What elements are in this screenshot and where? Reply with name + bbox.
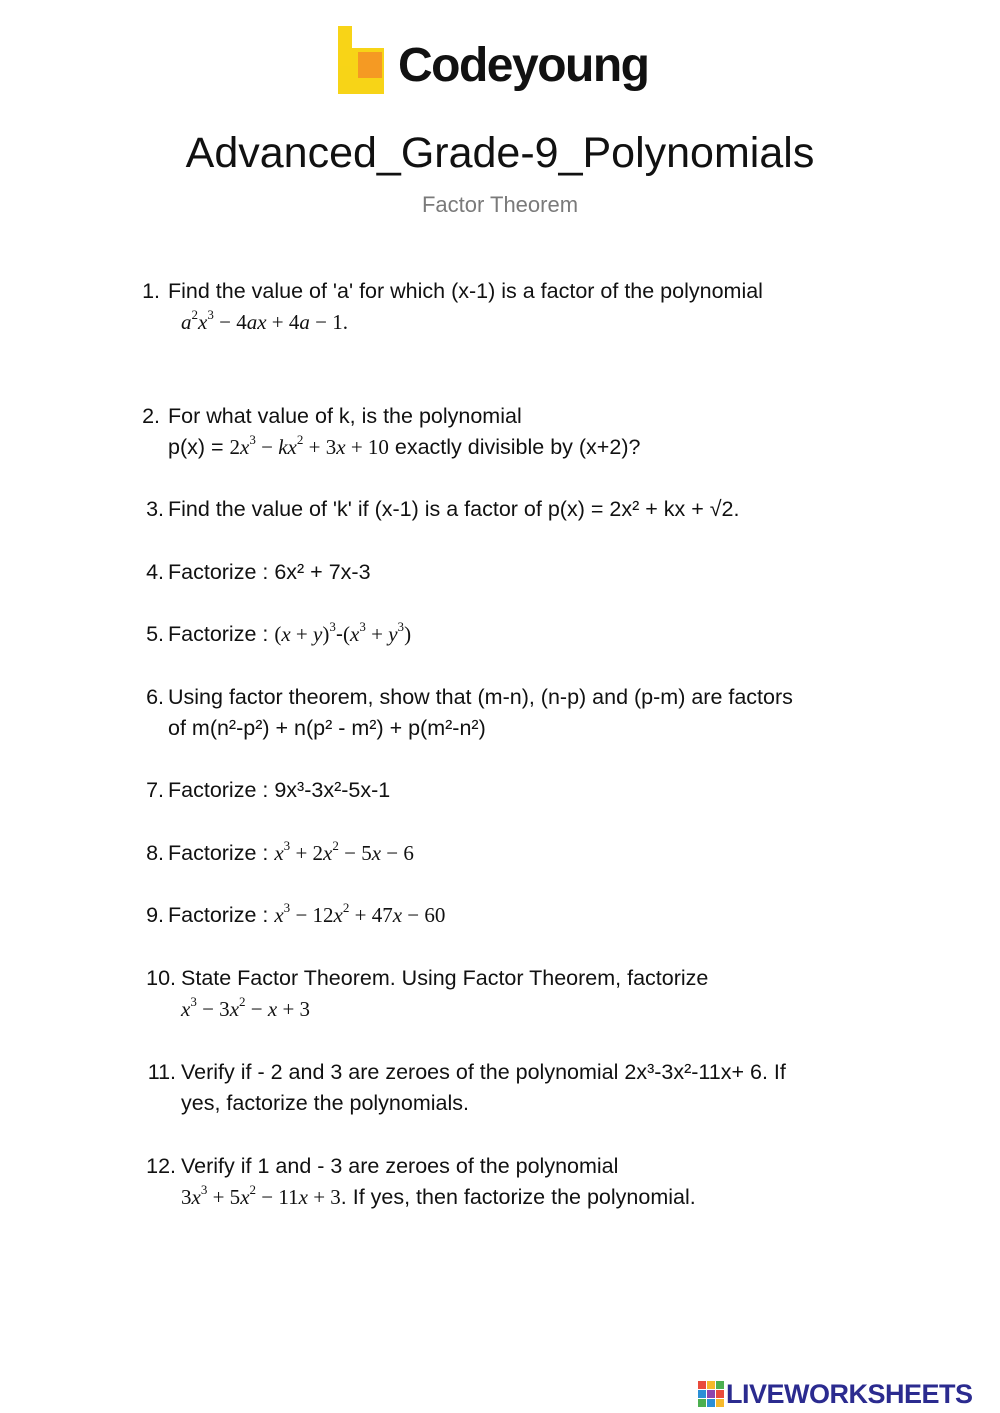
question-text: For what value of k, is the polynomial [168, 404, 522, 428]
question-number: 4. [146, 560, 164, 584]
question-number: 12. [146, 1154, 176, 1178]
question-number: 7. [146, 778, 164, 802]
formula-separator: - [335, 622, 344, 646]
question-line-2 [168, 432, 640, 463]
question-text: Factorize : 9x³-3x²-5x-1 [168, 778, 391, 802]
question-line [168, 838, 414, 869]
page-subtitle: Factor Theorem [421, 192, 579, 217]
question-number: 8. [146, 841, 164, 865]
question-text: State Factor Theorem. Using Factor Theorem, factorize [181, 966, 709, 990]
question-text: Using factor theorem, show that (m-n), (n-p) and (p-m) are factors [168, 685, 793, 709]
question-formula: $a^2x^3 - 4ax + 4a - 1$. [181, 307, 348, 334]
question-formula: $2x^3 - kx^2 + 3x + 10$ [229, 432, 389, 459]
question-line-2 [181, 1182, 696, 1213]
question-formula-2: $(x^3 + y^3)$ [343, 619, 412, 646]
question-formula: $3x^3 + 5x^2 - 11x + 3$ [181, 1182, 341, 1209]
liveworksheets-footer [698, 1378, 998, 1408]
formula-prefix: Factorize : [168, 622, 275, 646]
formula-prefix: Factorize : [168, 841, 275, 865]
question-formula-1: $(x + y)^3$ [274, 619, 336, 646]
formula-suffix: . If yes, then factorize the polynomial. [340, 1185, 696, 1209]
question-text: Find the value of 'a' for which (x-1) is a factor of the polynomial [168, 279, 763, 303]
question-number: 2. [142, 404, 160, 428]
question-number: 3. [146, 497, 164, 521]
question-line [168, 900, 445, 931]
liveworksheets-logo-icon [698, 1381, 724, 1407]
formula-suffix: exactly divisible by (x+2)? [388, 435, 641, 459]
codeyoung-logo [330, 24, 690, 104]
question-formula: $x^3 - 3x^2 - x + 3$ [181, 994, 311, 1021]
question-formula: $x^3 - 12x^2 + 47x - 60$ [274, 900, 446, 927]
codeyoung-mark-icon [330, 24, 390, 99]
question-line-2: yes, factorize the polynomials. [181, 1091, 469, 1115]
question-text: Factorize : 6x² + 7x-3 [168, 560, 371, 584]
question-text: Find the value of 'k' if (x-1) is a factor of p(x) = 2x² + kx + √2. [168, 497, 740, 521]
page-title: Advanced_Grade-9_Polynomials [185, 129, 815, 177]
question-text: Verify if - 2 and 3 are zeroes of the polynomial 2x³-3x²-11x+ 6. If [181, 1060, 786, 1084]
formula-prefix: Factorize : [168, 903, 275, 927]
formula-prefix: p(x) = [168, 435, 230, 459]
question-number: 9. [146, 903, 164, 927]
question-number: 6. [146, 685, 164, 709]
question-line [168, 619, 411, 650]
question-number: 11. [147, 1060, 176, 1084]
question-number: 5. [146, 622, 164, 646]
brand-name: Codeyoung [398, 39, 649, 92]
question-text: Verify if 1 and - 3 are zeroes of the polynomial [181, 1154, 619, 1178]
question-formula: $x^3 + 2x^2 - 5x - 6$ [274, 838, 414, 865]
footer-brand: LIVEWORKSHEETS [726, 1379, 973, 1409]
question-number: 1. [142, 279, 160, 303]
question-number: 10. [146, 966, 176, 990]
question-line-2: of m(n²-p²) + n(p² - m²) + p(m²-n²) [168, 716, 486, 740]
